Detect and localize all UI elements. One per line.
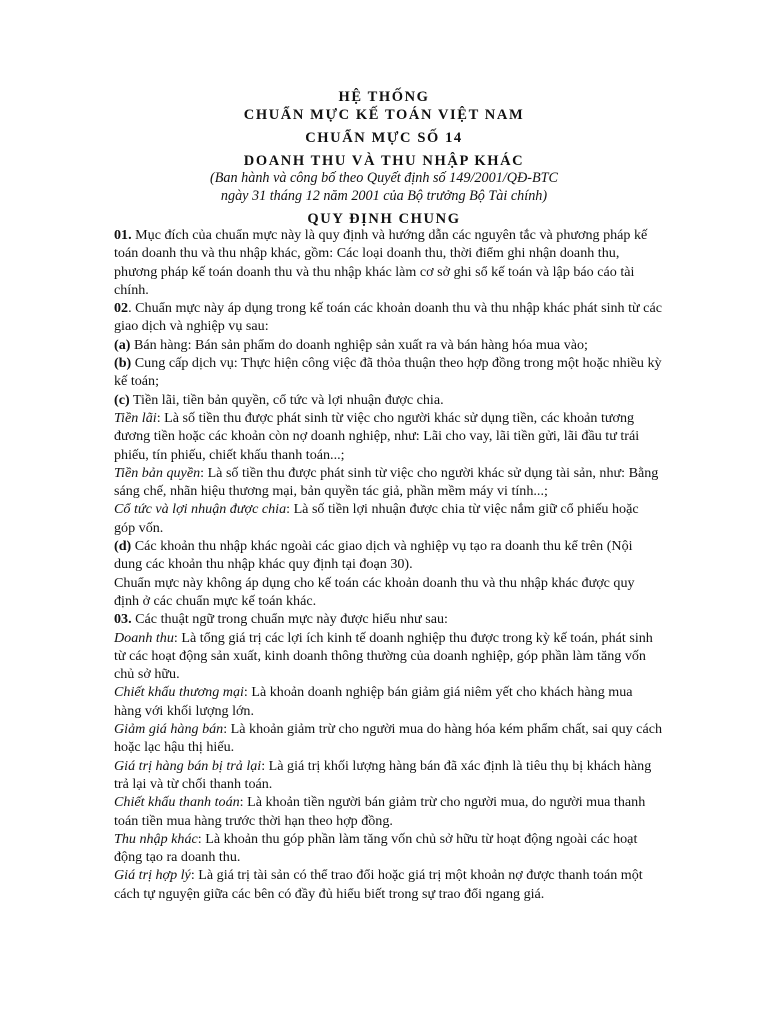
list-item-a xyxy=(114,336,662,354)
issuance-note-line1: (Ban hành và công bố theo Quyết định số 149/2001/QĐ-BTC xyxy=(210,170,558,186)
definition-trade-discount xyxy=(114,683,662,720)
list-item-b xyxy=(114,354,662,391)
definition-text: : Là giá trị tài sản có thể trao đổi hoặc giá trị một khoản nợ được thanh toán một cách tự nguyện giữa các bên có đầy đủ hiểu biết trong sự trao đổi ngang giá. xyxy=(114,867,643,902)
list-item-d xyxy=(114,537,662,574)
paragraph-text: Mục đích của chuẩn mực này là quy định và hướng dẫn các nguyên tắc và phương pháp kế toán doanh thu và thu nhập khác, gồm: Các loại doanh thu, thời điểm ghi nhận doanh thu, phương pháp kế toán doanh thu và thu nhập khác làm cơ sở ghi sổ kế toán và lập báo cáo tài chính. xyxy=(114,227,648,298)
definition-text: : Là số tiền thu được phát sinh từ việc cho người khác sử dụng tiền, các khoản tương đương tiền hoặc các khoản còn nợ doanh nghiệp, như: Lãi cho vay, lãi tiền gửi, lãi đầu tư trái phiếu, tín phiếu, chiết khấu thanh toán...; xyxy=(114,409,640,463)
item-lead: (a) xyxy=(114,336,131,353)
definition-text: : Là số tiền lợi nhuận được chia từ việc nắm giữ cổ phiếu hoặc góp vốn. xyxy=(114,501,639,536)
item-text: Cung cấp dịch vụ: Thực hiện công việc đã thỏa thuận theo hợp đồng trong một hoặc nhiều kỳ kế toán; xyxy=(114,355,662,390)
item-lead: (d) xyxy=(114,538,132,555)
definition-payment-discount xyxy=(114,793,662,830)
term: Thu nhập khác xyxy=(114,830,198,847)
definition-text: : Là khoản thu góp phần làm tăng vốn chủ sở hữu từ hoạt động ngoài các hoạt động tạo ra doanh thu. xyxy=(114,830,638,866)
paragraph-lead: 03. xyxy=(114,611,132,628)
term: Cổ tức và lợi nhuận được chia xyxy=(114,501,287,518)
term: Tiền bản quyền xyxy=(114,464,201,481)
item-text: Bán hàng: Bán sản phẩm do doanh nghiệp sản xuất ra và bán hàng hóa mua vào; xyxy=(130,336,588,353)
scope-exclusion xyxy=(114,574,662,611)
paragraph-text: . Chuẩn mực này áp dụng trong kế toán các khoản doanh thu và thu nhập khác phát sinh từ các giao dịch và nghiệp vụ sau: xyxy=(114,300,662,335)
definition-text: : Là giá trị khối lượng hàng bán đã xác định là tiêu thụ bị khách hàng trả lại và từ chối thanh toán. xyxy=(114,757,652,792)
document-body xyxy=(114,226,662,903)
term: Giá trị hàng bán bị trả lại xyxy=(114,757,262,774)
definition-text: : Là khoản giảm trừ cho người mua do hàng hóa kém phẩm chất, sai quy cách hoặc lạc hậu thị hiếu. xyxy=(114,721,662,756)
definition-sales-allowance xyxy=(114,720,662,757)
definition-interest xyxy=(114,409,662,464)
paragraph-text: Các thuật ngữ trong chuẩn mực này được hiểu như sau: xyxy=(131,611,448,628)
item-text: Các khoản thu nhập khác ngoài các giao dịch và nghiệp vụ tạo ra doanh thu kể trên (Nội dung các khoản thu nhập khác quy định tại đoạn 30). xyxy=(114,538,633,573)
term: Giá trị hợp lý xyxy=(114,867,191,884)
paragraph-lead: 01. xyxy=(114,227,132,243)
definition-text: : Là khoản doanh nghiệp bán giảm giá niêm yết cho khách hàng mua hàng với khối lượng lớn. xyxy=(114,684,633,719)
standard-number: CHUẨN MỰC SỐ 14 xyxy=(305,130,463,146)
definition-sales-returns xyxy=(114,757,662,794)
definition-revenue xyxy=(114,629,662,684)
item-text: Tiền lãi, tiền bản quyền, cổ tức và lợi nhuận được chia. xyxy=(129,391,444,408)
section-heading: QUY ĐỊNH CHUNG xyxy=(307,211,461,227)
definition-text: : Là tổng giá trị các lợi ích kinh tế doanh nghiệp thu được trong kỳ kế toán, phát sinh từ các hoạt động sản xuất, kinh doanh thông thường của doanh nghiệp, góp phần làm tăng vốn chủ sở hữu. xyxy=(114,629,653,683)
item-lead: (c) xyxy=(114,391,130,408)
definition-text: : Là khoản tiền người bán giảm trừ cho người mua, do người mua thanh toán tiền mua hàng trước thời hạn theo hợp đồng. xyxy=(114,794,646,829)
definition-other-income xyxy=(114,830,662,867)
term: Doanh thu xyxy=(114,629,174,646)
definition-dividends xyxy=(114,500,662,537)
paragraph-lead: 02 xyxy=(114,300,129,317)
item-lead: (b) xyxy=(114,355,132,372)
definition-fair-value xyxy=(114,866,662,903)
paragraph-01 xyxy=(114,226,662,299)
standard-title: DOANH THU VÀ THU NHẬP KHÁC xyxy=(243,153,525,169)
definition-text: : Là số tiền thu được phát sinh từ việc cho người khác sử dụng tài sản, như: Bằng sáng chế, nhãn hiệu thương mại, bản quyền tác giả, phần mềm máy vi tính...; xyxy=(114,464,659,500)
term: Chiết khấu thương mại xyxy=(114,684,244,701)
issuance-note-line2: ngày 31 tháng 12 năm 2001 của Bộ trưởng Bộ Tài chính) xyxy=(220,188,548,204)
paragraph-text: Chuẩn mực này không áp dụng cho kế toán các khoản doanh thu và thu nhập khác được quy định ở các chuẩn mực kế toán khác. xyxy=(114,574,635,609)
paragraph-02 xyxy=(114,299,662,336)
list-item-c xyxy=(114,391,662,409)
term: Giảm giá hàng bán xyxy=(114,721,224,738)
standards-heading: CHUẨN MỰC KẾ TOÁN VIỆT NAM xyxy=(243,107,525,123)
definition-royalties xyxy=(114,464,662,501)
system-heading: HỆ THỐNG xyxy=(338,89,430,105)
term: Chiết khấu thanh toán xyxy=(114,794,240,811)
paragraph-03 xyxy=(114,610,662,628)
term: Tiền lãi xyxy=(114,409,157,426)
